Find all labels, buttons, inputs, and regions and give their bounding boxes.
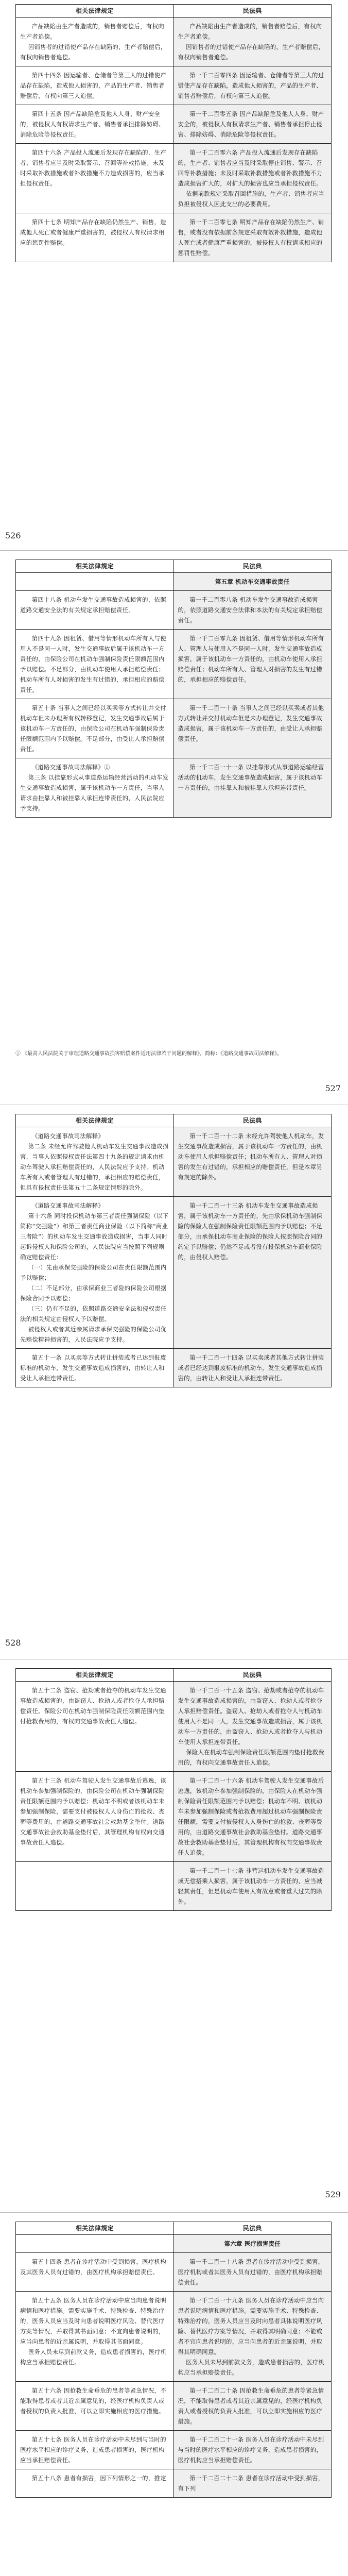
right-column-header: 民法典 bbox=[173, 560, 332, 573]
right-cell bbox=[173, 18, 332, 66]
table-body bbox=[16, 573, 332, 818]
left-cell bbox=[16, 573, 174, 591]
left-cell bbox=[16, 1349, 174, 1387]
table-row bbox=[16, 573, 332, 591]
table-row bbox=[16, 591, 332, 630]
page-527 bbox=[0, 555, 348, 1100]
article-text: 第四十六条 产品投入流通后发现存在缺陷的，生产者、销售者应当及时采取警示、召回等补救措施。未及时采取补救措施或者补救措施不力造成损害的，应当承担侵权责任。 bbox=[20, 149, 166, 187]
article-text: 第四十八条 机动车发生交通事故造成损害的，依照道路交通安全法的有关规定承担赔偿责任。 bbox=[20, 596, 166, 614]
article-text: 第一千二百二十二条 患者在诊疗活动中受到损害，有下列 bbox=[178, 2475, 324, 2492]
article-text: 第一千二百一十七条 非营运机动车发生交通事故造成无偿搭乘人损害，属于该机动车一方责任的，应当减轻其责任，但是机动车使用人有故意或者重大过失的除外。 bbox=[178, 1867, 324, 1905]
table-body bbox=[16, 18, 332, 262]
left-column-header: 相关法律规定 bbox=[16, 1114, 174, 1127]
comparison-table bbox=[15, 1668, 332, 1911]
right-cell bbox=[173, 1127, 332, 1197]
table-row bbox=[16, 2382, 332, 2431]
left-column-header: 相关法律规定 bbox=[16, 5, 174, 18]
article-text: 第一千二百零四条 因运输者、仓储者等第三人的过错使产品存在缺陷，造成他人损害的，产品的生产者、销售者赔偿后，有权向第三人追偿。 bbox=[178, 72, 324, 99]
table-body bbox=[16, 2235, 332, 2498]
article-text: 第一千二百一十八条 患者在诊疗活动中受到损害，医疗机构或者其医务人员有过错的，由医疗机构承担赔偿责任。 bbox=[178, 2258, 324, 2286]
table-row bbox=[16, 2292, 332, 2382]
left-cell bbox=[16, 2253, 174, 2292]
right-cell bbox=[173, 66, 332, 105]
article-text: 第五十五条 医务人员在诊疗活动中应当向患者说明病情和医疗措施。需要实施手术、特殊检查、特殊治疗的，医务人员应当及时向患者说明医疗风险、替代医疗方案等情况，并取得其书面同意；不宜向患者说明的，应当向患者的近亲属说明，并取得其书面同意。 医务人员未尽到前款义务，造成患者损害的，医疗机构应当承担赔偿责任。 bbox=[20, 2297, 167, 2366]
article-text: 第一千二百一十五条 盗窃、抢劫或者抢夺的机动车发生交通事故造成损害的，由盗窃人、抢劫人或者抢夺人承担赔偿责任。盗窃人、抢劫人或者抢夺人与机动车使用人不是同一人，发生交通事故造成损害，属于该机动车一方责任的，由盗窃人、抢劫人或者抢夺人与机动车使用人承担连带责任。 保险人在机动车强制保险责任限额范围内垫付抢救费用的，有权向交通事故责任人追偿。 bbox=[178, 1687, 325, 1766]
table-body bbox=[16, 1127, 332, 1387]
left-cell bbox=[16, 144, 174, 213]
table-row bbox=[16, 2469, 332, 2498]
left-cell bbox=[16, 2469, 174, 2498]
article-text: 产品缺陷由生产者造成的，销售者赔偿后，有权向生产者追偿。 因销售者的过错使产品存在缺陷的，生产者赔偿后，有权向销售者追偿。 bbox=[178, 23, 325, 61]
left-cell bbox=[16, 213, 174, 262]
left-cell bbox=[16, 1862, 174, 1911]
left-cell bbox=[16, 1682, 174, 1772]
right-cell bbox=[173, 2235, 332, 2253]
right-column-header: 民法典 bbox=[173, 5, 332, 18]
chapter-heading: 第六章 医疗损害责任 bbox=[224, 2240, 281, 2247]
right-cell bbox=[173, 2253, 332, 2292]
article-text: 第五十七条 医务人员在诊疗活动中未尽到与当时的医疗水平相应的诊疗义务，造成患者损害的，医疗机构应当承担赔偿责任。 bbox=[20, 2436, 166, 2464]
left-cell bbox=[16, 66, 174, 105]
table-row bbox=[16, 630, 332, 699]
left-cell bbox=[16, 18, 174, 66]
article-text: 第一千二百一十九条 医务人员在诊疗活动中应当向患者说明病情和医疗措施。需要实施手术、特殊检查、特殊治疗的，医务人员应当及时向患者具体说明医疗风险、替代医疗方案等情况，并取得其明确同意；不能或者不宜向患者说明的，应当向患者的近亲属说明，并取得其明确同意。 医务人员未尽到前款义务，造成患者损害的，医疗机构应当承担赔偿责任。 bbox=[178, 2297, 325, 2376]
table-row bbox=[16, 105, 332, 144]
article-text: 第四十四条 因运输者、仓储者等第三人的过错使产品存在缺陷，造成他人损害的，产品的生产者、销售者赔偿后，有权向第三人追偿。 bbox=[20, 72, 166, 99]
table-body bbox=[16, 1682, 332, 1911]
article-text: 《道路交通事故司法解释》 第二条 未经允许驾驶他人机动车发生交通事故造成损害，当事人依照侵权责任法第四十九条的规定请求由机动车驾驶人承担赔偿责任的，人民法院应予支持。机动车所有人或者管理人有过错的，承担相应的赔偿责任，但具有侵权责任法第五十二条规定情形的除外。 bbox=[20, 1132, 169, 1191]
left-cell bbox=[16, 2382, 174, 2431]
right-cell bbox=[173, 2292, 332, 2382]
right-cell bbox=[173, 573, 332, 591]
article-text: 《道路交通事故司法解释》 第十六条 同时投保机动车第三者责任强制保险（以下简称“交强险”）和第三者责任商业保险（以下简称“商业三者险”）的机动车发生交通事故造成损害，当事人同时起诉侵权人和保险公司的，人民法院应当按照下列规则确定赔偿责任： （一）先由承保交强险的保险公司在责任限额范围内予以赔偿； （二）不足部分，由承保商业三者险的保险公司根据保险合同予以赔偿； （三）仍有不足的，依照道路交通安全法和侵权责任法的相关规定由侵权人予以赔偿。 被侵权人或者其近亲属请求承保交强险的保险公司优先赔偿精神损害的，人民法院应予支持。 bbox=[20, 1202, 169, 1343]
article-text: 第一千二百一十六条 机动车驾驶人发生交通事故后逃逸，该机动车参加强制保险的，由保险人在机动车强制保险责任限额范围内予以赔偿；机动车不明、该机动车未参加强制保险或者抢救费用超过机动车强制保险责任限额，需要支付被侵权人人身伤亡的抢救、丧葬等费用的，由道路交通事故社会救助基金垫付。道路交通事故社会救助基金垫付后，其管理机构有权向交通事故责任人追偿。 bbox=[178, 1777, 324, 1856]
article-text: 第一千二百一十四条 以买卖或者其他方式转让拼装或者已经达到报废标准的机动车，发生交通事故造成损害的，由转让人和受让人承担连带责任。 bbox=[178, 1354, 324, 1382]
table-row bbox=[16, 1682, 332, 1772]
table-row bbox=[16, 1772, 332, 1862]
article-text: 第四十七条 明知产品存在缺陷仍然生产、销售，造成他人死亡或者健康严重损害的，被侵权人有权请求相应的惩罚性赔偿。 bbox=[20, 218, 166, 246]
left-cell bbox=[16, 699, 174, 758]
left-column-header: 相关法律规定 bbox=[16, 2222, 174, 2235]
article-text: 第一千二百一十一条 以挂靠形式从事道路运输经营活动的机动车，发生交通事故造成损害，属于该机动车一方责任的，由挂靠人和被挂靠人承担连带责任。 bbox=[178, 764, 324, 791]
right-cell bbox=[173, 144, 332, 213]
article-text: 第五十三条 机动车驾驶人发生交通事故后逃逸，该机动车参加强制保险的，由保险公司在机动车强制保险责任限额范围内予以赔偿；机动车不明或者该机动车未参加强制保险，需要支付被侵权人人身伤亡的抢救、丧葬等费用的，由道路交通事故社会救助基金垫付。道路交通事故社会救助基金垫付后，其管理机构有权向交通事故责任人追偿。 bbox=[20, 1777, 166, 1846]
table-row bbox=[16, 2235, 332, 2253]
left-cell bbox=[16, 2292, 174, 2382]
left-column-header: 相关法律规定 bbox=[16, 560, 174, 573]
page-divider bbox=[0, 550, 348, 551]
page-530 bbox=[0, 2217, 348, 2576]
table-row bbox=[16, 1349, 332, 1387]
right-cell bbox=[173, 699, 332, 758]
right-cell bbox=[173, 758, 332, 818]
page-number: 528 bbox=[5, 1638, 21, 1648]
comparison-table bbox=[15, 560, 332, 818]
table-row bbox=[16, 144, 332, 213]
table-row bbox=[16, 1197, 332, 1349]
right-cell bbox=[173, 630, 332, 699]
right-cell bbox=[173, 2431, 332, 2469]
page-526 bbox=[0, 0, 348, 546]
comparison-table bbox=[15, 4, 332, 262]
article-text: 第一千二百零七条 明知产品存在缺陷仍然生产、销售，或者没有依据前条规定采取有效补救措施，造成他人死亡或者健康严重损害的，被侵权人有权请求相应的惩罚性赔偿。 bbox=[178, 218, 324, 257]
left-cell bbox=[16, 105, 174, 144]
page-528 bbox=[0, 1110, 348, 1655]
article-text: 第一千二百零五条 因产品缺陷危及他人人身、财产安全的，被侵权人有权请求生产者、销售者承担停止侵害、排除妨碍、消除危险等侵权责任。 bbox=[178, 110, 324, 138]
article-text: 《道路交通事故司法解释》① 第三条 以挂靠形式从事道路运输经营活动的机动车发生交通事故造成损害，属于该机动车一方责任，当事人请求由挂靠人和被挂靠人承担连带责任的，人民法院应予支持。 bbox=[20, 764, 169, 812]
article-text: 第五十二条 盗窃、抢劫或者抢夺的机动车发生交通事故造成损害的，由盗窃人、抢劫人或者抢夺人承担赔偿责任。保险公司在机动车强制保险责任限额范围内垫付抢救费用的，有权向交通事故责任人追偿。 bbox=[20, 1687, 166, 1725]
right-cell bbox=[173, 591, 332, 630]
table-row bbox=[16, 213, 332, 262]
article-text: 第五十四条 患者在诊疗活动中受到损害，医疗机构及其医务人员有过错的，由医疗机构承担赔偿责任。 bbox=[20, 2258, 166, 2276]
left-cell bbox=[16, 1127, 174, 1197]
article-text: 第五十八条 患者有损害，因下列情形之一的，推定 bbox=[31, 2475, 166, 2482]
right-cell bbox=[173, 105, 332, 144]
right-cell bbox=[173, 2382, 332, 2431]
page-529 bbox=[0, 1664, 348, 2209]
article-text: 第五十条 当事人之间已经以买卖等方式转让并交付机动车但未办理所有权转移登记，发生交通事故后属于该机动车一方责任的，由保险公司在机动车强制保险责任限额范围内予以赔偿。不足部分，由受让人承担赔偿责任。 bbox=[20, 704, 166, 753]
article-text: 第一千二百一十三条 机动车发生交通事故造成损害，属于该机动车一方责任的，先由承保机动车强制保险的保险人在强制保险责任限额范围内予以赔偿；不足部分，由承保机动车商业保险的保险人按照保险合同的约定予以赔偿；仍然不足或者没有投保机动车商业保险的，由侵权人赔偿。 bbox=[178, 1202, 323, 1261]
table-row bbox=[16, 758, 332, 818]
table-row bbox=[16, 699, 332, 758]
left-column-header: 相关法律规定 bbox=[16, 1669, 174, 1682]
right-cell bbox=[173, 1772, 332, 1862]
table-row bbox=[16, 1862, 332, 1911]
right-column-header: 民法典 bbox=[173, 1669, 332, 1682]
article-text: 第四十五条 因产品缺陷危及他人人身、财产安全的，被侵权人有权请求生产者、销售者承担排除妨碍、消除危险等侵权责任。 bbox=[20, 110, 165, 138]
right-cell bbox=[173, 213, 332, 262]
article-text: 第一千二百一十二条 未经允许驾驶他人机动车，发生交通事故造成损害，属于该机动车一方责任的，由机动车使用人承担赔偿责任；机动车所有人、管理人对损害的发生有过错的，承担相应的赔偿责任，但是本章另有规定的除外。 bbox=[178, 1132, 324, 1181]
left-cell bbox=[16, 630, 174, 699]
left-cell bbox=[16, 2235, 174, 2253]
table-row bbox=[16, 1127, 332, 1197]
page-number: 529 bbox=[325, 2190, 341, 2199]
right-column-header: 民法典 bbox=[173, 1114, 332, 1127]
chapter-heading: 第五章 机动车交通事故责任 bbox=[215, 578, 290, 585]
footnote: ① 《最高人民法院关于审理道路交通事故损害赔偿案件适用法律若干问题的解释》，简称：《道路交通事故司法解释》。 bbox=[15, 1051, 283, 1057]
article-text: 第五十六条 因抢救生命垂危的患者等紧急情况，不能取得患者或者其近亲属意见的，经医疗机构负责人或者授权的负责人批准，可以立即实施相应的医疗措施。 bbox=[20, 2387, 166, 2415]
article-text: 产品缺陷由生产者造成的，销售者赔偿后，有权向生产者追偿。 因销售者的过错使产品存在缺陷的，生产者赔偿后，有权向销售者追偿。 bbox=[20, 23, 167, 61]
right-column-header: 民法典 bbox=[173, 2222, 332, 2235]
article-text: 第一千二百二十条 因抢救生命垂危的患者等紧急情况，不能取得患者或者其近亲属意见的，经医疗机构负责人或者授权的负责人批准，可以立即实施相应的医疗措施。 bbox=[178, 2387, 324, 2425]
table-row bbox=[16, 18, 332, 66]
page-divider bbox=[0, 2212, 348, 2213]
article-text: 第一千二百零六条 产品投入流通后发现存在缺陷的，生产者、销售者应当及时采取停止销售、警示、召回等补救措施；未及时采取补救措施或者补救措施不力造成损害扩大的，对扩大的损害也应当承担侵权责任。 依据前款规定采取召回措施的，生产者、销售者应当负担被侵权人因此支出的必要费用。 bbox=[178, 149, 325, 208]
article-text: 第一千二百二十一条 医务人员在诊疗活动中未尽到与当时的医疗水平相应的诊疗义务，造成患者损害的，医疗机构应当承担赔偿责任。 bbox=[178, 2436, 324, 2464]
comparison-table bbox=[15, 2222, 332, 2498]
left-cell bbox=[16, 591, 174, 630]
page-number: 527 bbox=[325, 1083, 341, 1093]
article-text: 第一千二百零九条 因租赁、借用等情形机动车所有人、管理人与使用人不是同一人时，发生交通事故造成损害，属于该机动车一方责任的，由机动车使用人承担赔偿责任；机动车所有人、管理人对损害的发生有过错的，承担相应的赔偿责任。 bbox=[178, 635, 324, 683]
right-cell bbox=[173, 1682, 332, 1772]
table-row bbox=[16, 2431, 332, 2469]
right-cell bbox=[173, 1862, 332, 1911]
left-cell bbox=[16, 1772, 174, 1862]
article-text: 第一千二百零八条 机动车发生交通事故造成损害的，依照道路交通安全法律和本法的有关规定承担赔偿责任。 bbox=[178, 596, 323, 624]
article-text: 第四十九条 因租赁、借用等情形机动车所有人与使用人不是同一人时，发生交通事故后属于该机动车一方责任的，由保险公司在机动车强制保险责任限额范围内予以赔偿。不足部分，由机动车使用人承担赔偿责任；机动车所有人对损害的发生有过错的，承担相应的赔偿责任。 bbox=[20, 635, 166, 693]
left-cell bbox=[16, 758, 174, 818]
left-cell bbox=[16, 2431, 174, 2469]
comparison-table bbox=[15, 1114, 332, 1387]
table-row bbox=[16, 66, 332, 105]
table-row bbox=[16, 2253, 332, 2292]
article-text: 第一千二百一十条 当事人之间已经以买卖或者其他方式转让并交付机动车但是未办理登记，发生交通事故造成损害，属于该机动车一方责任的，由受让人承担赔偿责任。 bbox=[178, 704, 324, 742]
right-cell bbox=[173, 1197, 332, 1349]
right-cell bbox=[173, 1349, 332, 1387]
article-text: 第五十一条 以买卖等方式转让拼装或者已达到报废标准的机动车，发生交通事故造成损害的，由转让人和受让人承担连带责任。 bbox=[20, 1354, 166, 1382]
left-cell bbox=[16, 1197, 174, 1349]
page-number: 526 bbox=[5, 531, 21, 540]
right-cell bbox=[173, 2469, 332, 2498]
